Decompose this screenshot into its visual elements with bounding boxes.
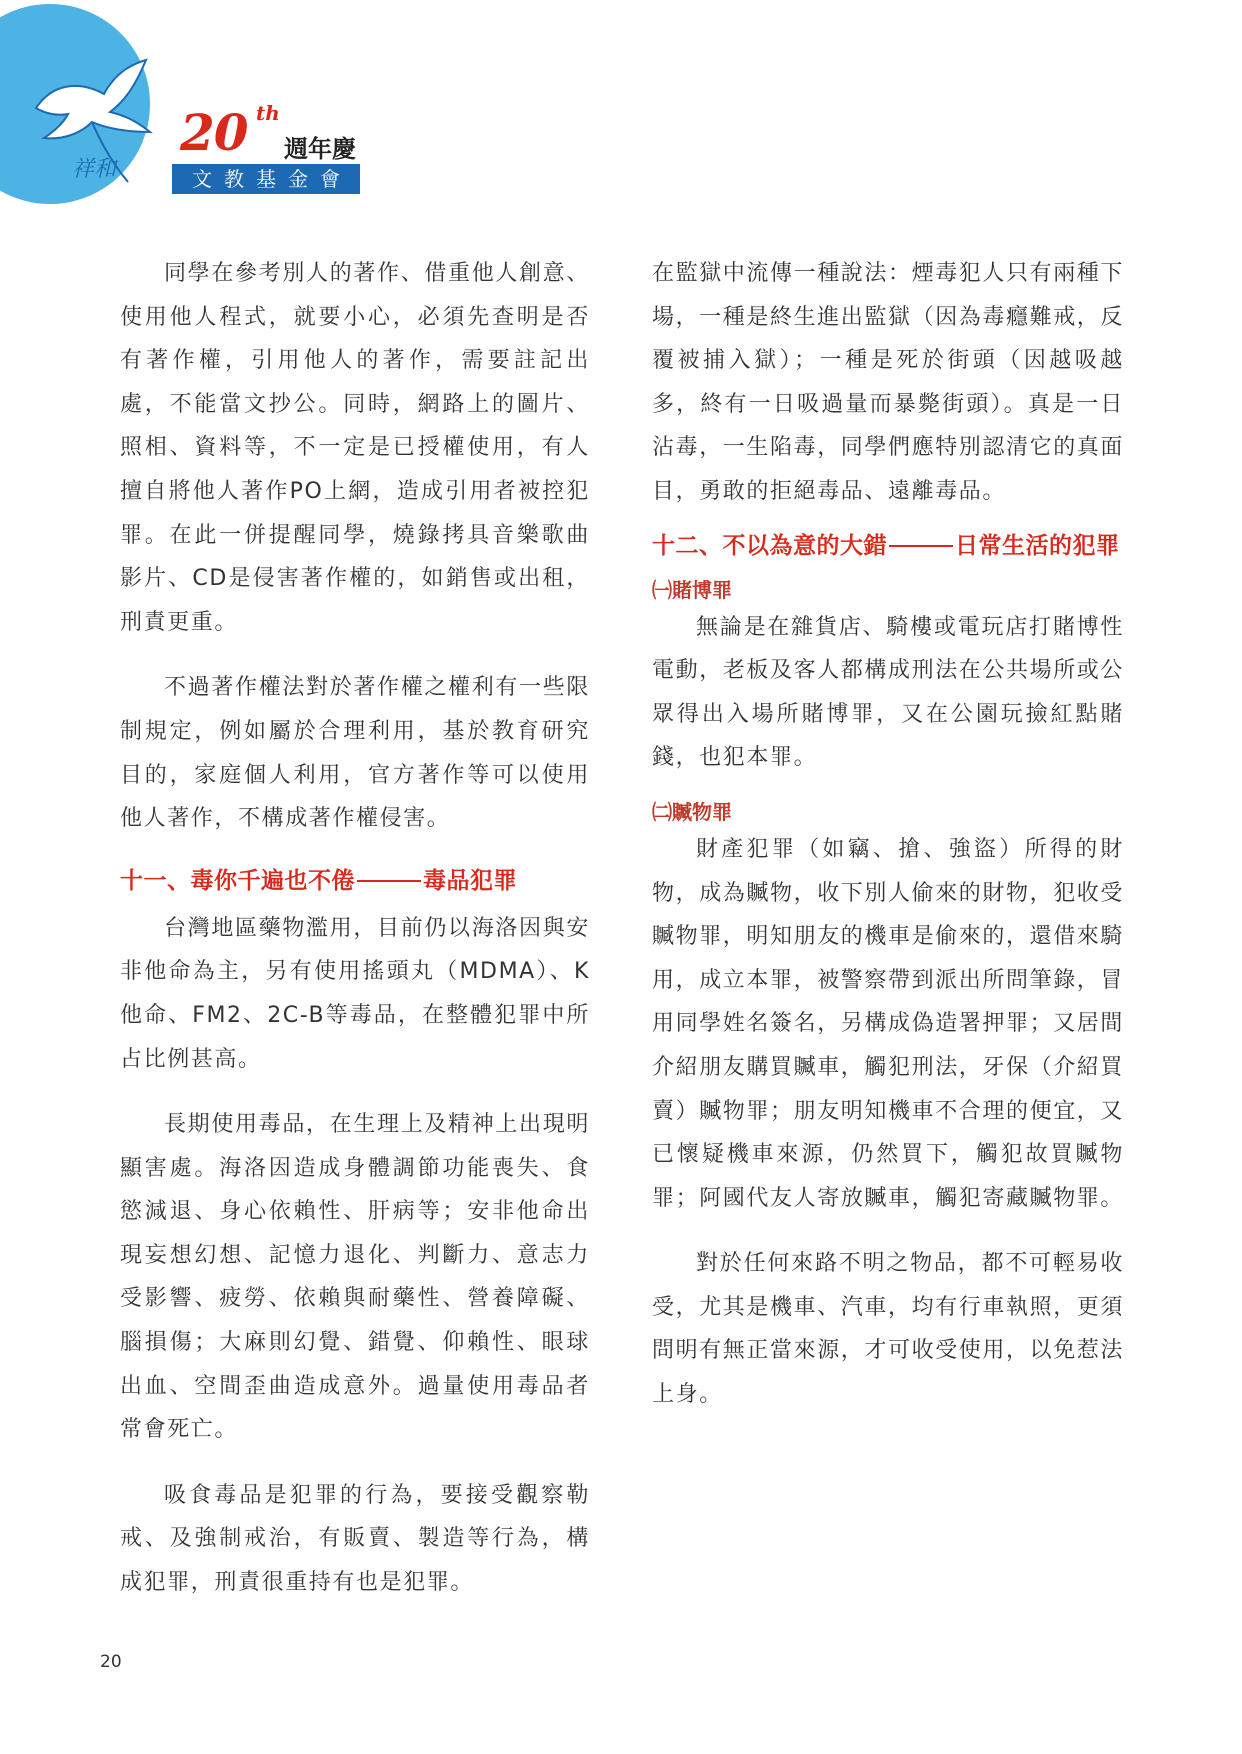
subheading-stolen-goods: ㈡贓物罪 — [652, 799, 732, 824]
dove-logo-icon — [0, 0, 170, 210]
anniversary-number: 20 — [180, 103, 248, 162]
section-heading-drug-crime — [120, 863, 590, 899]
heading-12-sub: 日常生活的犯罪 — [955, 532, 1120, 559]
heading-dash-line — [357, 880, 421, 882]
paragraph-stolen-goods: 財產犯罪（如竊、搶、強盜）所得的財物，成為贓物，收下別人偷來的財物，犯收受贓物罪，明知朋友的機車是偷來的，還借來騎用，成立本罪，被警察帶到派出所問筆錄，冒用同學姓名簽名，另構成偽造署押罪；又居間介紹朋友購買贓車，觸犯刑法，牙保（介紹買賣）贓物罪；朋友明知機車不合理的便宜，又已懷疑機車來源，仍然買下，觸犯故買贓物罪；阿國代友人寄放贓車，觸犯寄藏贓物罪。 — [652, 836, 1125, 1211]
logo-script-text: 祥和 — [72, 157, 117, 182]
paragraph-drug-penalty: 吸食毒品是犯罪的行為，要接受觀察勒戒、及強制戒治，有販賣、製造等行為，構成犯罪，刑責很重持有也是犯罪。 — [120, 1482, 590, 1596]
heading-dash-line — [889, 545, 953, 547]
paragraph-gambling: 無論是在雜貨店、騎樓或電玩店打賭博性電動，老板及客人都構成刑法在公共場所或公眾得出入場所賭博罪，又在公園玩撿紅點賭錢，也犯本罪。 — [652, 614, 1125, 771]
foundation-name-banner: 文教基金會 — [172, 164, 360, 194]
left-column — [120, 252, 590, 1605]
anniversary-suffix: th — [256, 101, 280, 125]
right-column — [652, 252, 1124, 1417]
anniversary-text: 週年慶 — [284, 134, 356, 163]
paragraph-copyright-reference: 同學在參考別人的著作、借重他人創意、使用他人程式，就要小心，必須先查明是否有著作權，引用他人的著作，需要註記出處，不能當文抄公。同時，網路上的圖片、照相、資料等，不一定是已授權使用，有人擅自將他人著作PO上網，造成引用者被控犯罪。在此一併提醒同學，燒錄拷具音樂歌曲影片、CD是侵害著作權的，如銷售或出租，刑責更重。 — [120, 261, 590, 635]
section-heading-daily-crime — [652, 528, 1124, 564]
paragraph-prison-saying: 在監獄中流傳一種說法：煙毒犯人只有兩種下場，一種是終生進出監獄（因為毒癮難戒，反覆被捕入獄）；一種是死於街頭（因越吸越多，終有一日吸過量而暴斃街頭）。真是一日沾毒，一生陷毒，同學們應特別認清它的真面目，勇敢的拒絕毒品、遠離毒品。 — [652, 261, 1125, 504]
heading-11-main: 十一、毒你千遍也不倦 — [120, 867, 355, 894]
paragraph-unknown-items: 對於任何來路不明之物品，都不可輕易收受，尤其是機車、汽車，均有行車執照，更須問明有無正當來源，才可收受使用，以免惹法上身。 — [652, 1251, 1125, 1408]
heading-12-main: 十二、不以為意的大錯 — [652, 532, 887, 559]
subheading-gambling: ㈠賭博罪 — [652, 577, 732, 602]
heading-11-sub: 毒品犯罪 — [423, 867, 517, 894]
page-number: 20 — [100, 1652, 122, 1672]
paragraph-copyright-limits: 不過著作權法對於著作權之權利有一些限制規定，例如屬於合理利用，基於教育研究目的，家庭個人利用，官方著作等可以使用他人著作，不構成著作權侵害。 — [120, 675, 590, 832]
paragraph-drug-abuse-taiwan: 台灣地區藥物濫用，目前仍以海洛因與安非他命為主，另有使用搖頭丸（MDMA）、K他命、FM2、2C-B等毒品，在整體犯罪中所占比例甚高。 — [120, 915, 590, 1072]
foundation-logo — [0, 0, 380, 210]
paragraph-drug-harm: 長期使用毒品，在生理上及精神上出現明顯害處。海洛因造成身體調節功能喪失、食慾減退、身心依賴性、肝病等；安非他命出現妄想幻想、記憶力退化、判斷力、意志力受影響、疲勞、依賴與耐藥性、營養障礙、腦損傷；大麻則幻覺、錯覺、仰賴性、眼球出血、空間歪曲造成意外。過量使用毒品者常會死亡。 — [120, 1112, 590, 1443]
